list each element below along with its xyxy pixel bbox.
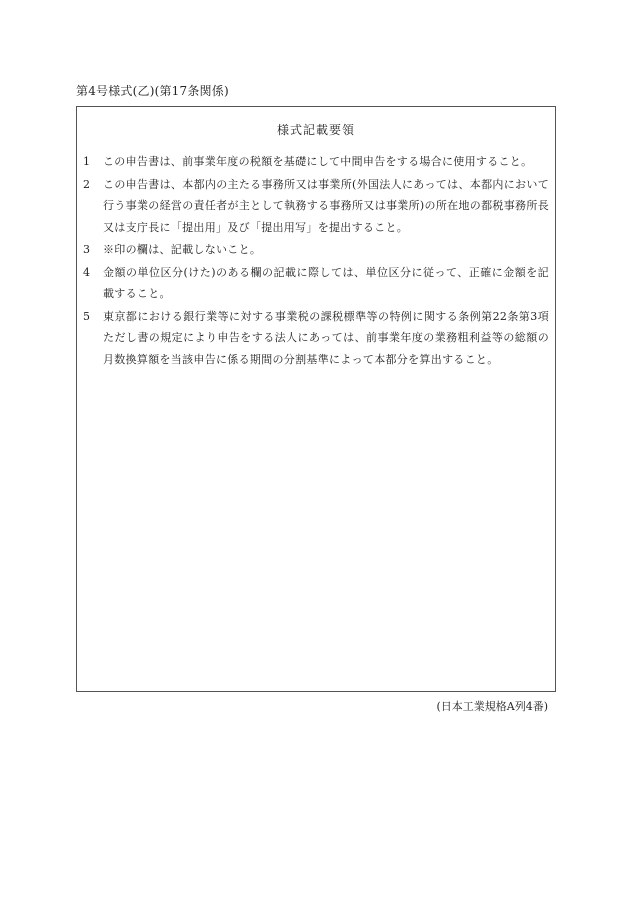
instruction-number: 2	[83, 177, 91, 191]
instruction-number: 3	[83, 243, 91, 256]
instructions-frame	[76, 106, 556, 692]
instruction-item	[83, 306, 549, 371]
instruction-text: 東京都における銀行業等に対する事業税の課税標準等の特例に関する条例第22条第3項ただし書の規定により申告をする法人にあっては、前事業年度の業務粗利益等の総額の月数換算額を当該申告に係る期間の分割基準によって本都分を算出すること。	[103, 309, 549, 366]
instruction-item	[83, 262, 549, 305]
instruction-text: 金額の単位区分(けた)のある欄の記載に際しては、単位区分に従って、正確に金額を記載すること。	[103, 265, 549, 300]
instruction-item	[83, 239, 549, 261]
instruction-number: 5	[83, 309, 91, 323]
instruction-number: 4	[83, 265, 91, 279]
instruction-item	[83, 174, 549, 239]
instruction-list	[83, 151, 549, 371]
instruction-text: この申告書は、前事業年度の税額を基礎にして中間申告をする場合に使用すること。	[103, 155, 533, 168]
instruction-number: 1	[83, 155, 91, 168]
instruction-item	[83, 151, 549, 173]
form-number: 第4号様式(乙)(第17条関係)	[76, 84, 229, 98]
instruction-text: ※印の欄は、記載しないこと。	[103, 243, 262, 256]
paper-size-note: (日本工業規格A列4番)	[436, 700, 548, 713]
frame-title: 様式記載要領	[276, 123, 355, 137]
instruction-text: この申告書は、本都内の主たる事務所又は事業所(外国法人にあっては、本都内において行う事業の経営の責任者が主として執務する事務所又は事業所)の所在地の都税事務所長又は支庁長に「提出用」及び「提出用写」を提出すること。	[103, 177, 549, 234]
